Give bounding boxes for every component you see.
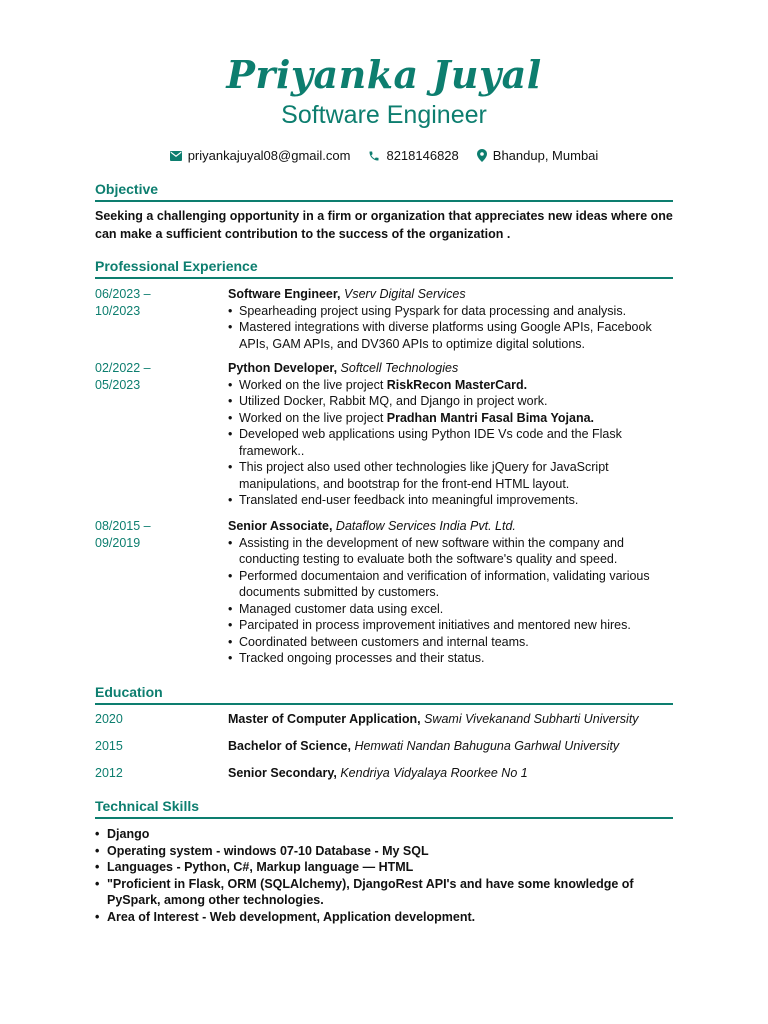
education-year: 2020	[95, 712, 123, 726]
bullet-text: Worked on the live project	[239, 410, 387, 425]
candidate-role: Software Engineer	[281, 101, 487, 129]
objective-heading: Objective	[95, 181, 673, 202]
job-bullet: • Mastered integrations with diverse platforms using Google APIs, Facebook APIs, GAM APIs, and DV360 APIs to optimize digital solutions.	[228, 319, 673, 352]
skill-item: • Django	[95, 826, 673, 843]
contact-bar	[0, 148, 768, 163]
job-bullet: • Developed web applications using Python IDE Vs code and the Flask framework..	[228, 426, 673, 459]
email-text: priyankajuyal08@gmail.com	[187, 148, 351, 163]
job-body	[228, 518, 673, 667]
job-date-start: 08/2015 –	[95, 519, 151, 533]
job-bullet: • Coordinated between customers and internal teams.	[228, 634, 673, 651]
job-company: Vserv Digital Services	[344, 287, 466, 301]
project-name: RiskRecon MasterCard.	[386, 377, 528, 392]
objective-text: Seeking a challenging opportunity in a firm or organization that appreciates new ideas where one can make a sufficient contribution to the success of the organization .	[95, 209, 673, 241]
skill-item: • "Proficient in Flask, ORM (SQLAlchemy), DjangoRest API's and have some knowledge of PySpark, among other technologies.	[95, 876, 673, 909]
job-title-line	[228, 360, 673, 377]
job-bullet: • Managed customer data using excel.	[228, 601, 673, 618]
skill-item: • Operating system - windows 07-10 Database - My SQL	[95, 843, 673, 860]
location-text: Bhandup, Mumbai	[492, 148, 599, 163]
job-title-line	[228, 518, 673, 535]
experience-heading: Professional Experience	[95, 258, 673, 279]
skills-list	[95, 826, 673, 925]
project-name: Pradhan Mantri Fasal Bima Yojana.	[386, 410, 595, 425]
job-bullet: • Performed documentaion and verification of information, validating various documents submitted by customers.	[228, 568, 673, 601]
job-date-start: 02/2022 –	[95, 361, 151, 375]
phone-text: 8218146828	[386, 148, 459, 163]
education-year: 2012	[95, 766, 123, 780]
school-name: Hemwati Nandan Bahuguna Garhwal University	[354, 739, 620, 753]
job-date-end: 05/2023	[95, 377, 141, 392]
job-bullets	[228, 377, 673, 509]
bullet-text: Worked on the live project	[239, 377, 387, 392]
job-position: Senior Associate,	[228, 519, 333, 533]
job-position: Python Developer,	[228, 361, 338, 375]
job-bullet: • Tracked ongoing processes and their status.	[228, 650, 673, 667]
contact-phone[interactable]	[368, 148, 458, 163]
job-date	[95, 360, 215, 393]
job-body	[228, 286, 673, 352]
education-detail	[228, 765, 673, 782]
education-detail	[228, 738, 673, 755]
phone-icon	[368, 150, 380, 162]
education-heading: Education	[95, 684, 673, 705]
job-bullet: • Utilized Docker, Rabbit MQ, and Django in project work.	[228, 393, 673, 410]
skill-item: • Area of Interest - Web development, Application development.	[95, 909, 673, 926]
job-bullet: • Parcipated in process improvement initiatives and mentored new hires.	[228, 617, 673, 634]
skill-item: • Languages - Python, C#, Markup language — HTML	[95, 859, 673, 876]
job-bullets	[228, 535, 673, 667]
resume-header	[0, 52, 768, 130]
job-bullets	[228, 303, 673, 353]
job-title-line	[228, 286, 673, 303]
job-date	[95, 286, 215, 319]
job-company: Dataflow Services India Pvt. Ltd.	[335, 519, 516, 533]
job-date	[95, 518, 215, 551]
job-bullet	[228, 410, 673, 427]
job-date-start: 06/2023 –	[95, 287, 151, 301]
job-date-end: 09/2019	[95, 535, 141, 550]
job-bullet: • Translated end-user feedback into meaningful improvements.	[228, 492, 673, 509]
skills-heading: Technical Skills	[95, 798, 673, 819]
degree-name: Bachelor of Science,	[228, 739, 351, 753]
job-bullet	[228, 377, 673, 394]
candidate-name: Priyanka Juyal	[226, 52, 542, 97]
degree-name: Senior Secondary,	[228, 766, 337, 780]
job-bullet: • This project also used other technologies like jQuery for JavaScript manipulations, and bootstrap for the front-end HTML layout.	[228, 459, 673, 492]
job-body	[228, 360, 673, 509]
job-date-end: 10/2023	[95, 303, 141, 318]
envelope-icon	[170, 151, 182, 161]
school-name: Swami Vivekanand Subharti University	[424, 712, 639, 726]
degree-name: Master of Computer Application,	[228, 712, 421, 726]
school-name: Kendriya Vidyalaya Roorkee No 1	[340, 766, 528, 780]
map-pin-icon	[477, 149, 487, 162]
job-bullet: • Assisting in the development of new software within the company and conducting testing to evaluate both the software's quality and speed.	[228, 535, 673, 568]
contact-email[interactable]	[170, 148, 351, 163]
job-position: Software Engineer,	[228, 287, 341, 301]
job-company: Softcell Technologies	[340, 361, 459, 375]
education-year: 2015	[95, 739, 123, 753]
job-bullet: • Spearheading project using Pyspark for data processing and analysis.	[228, 303, 673, 320]
education-detail	[228, 711, 673, 728]
contact-location	[477, 148, 599, 163]
